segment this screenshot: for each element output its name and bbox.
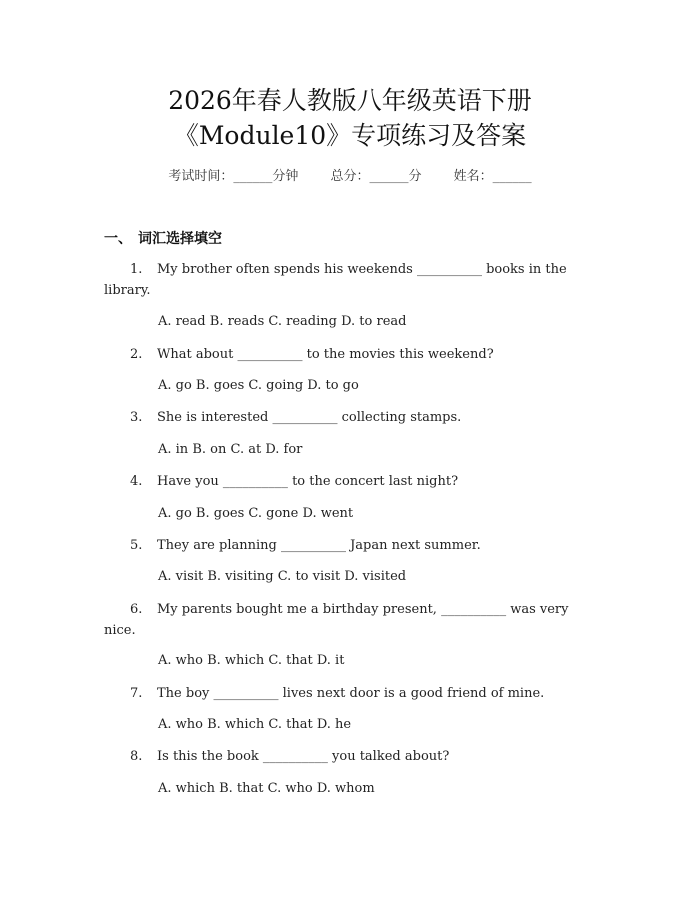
section-heading (104, 229, 222, 249)
question-2 (104, 344, 572, 365)
question-3-options: A. in B. on C. at D. for (158, 442, 303, 457)
question-number: 7. (130, 686, 143, 701)
section-number: 一、 (104, 231, 132, 247)
question-6 (104, 599, 572, 641)
question-4 (104, 471, 572, 492)
exam-meta (0, 168, 700, 186)
exam-time: 考试时间：______分钟 (168, 169, 299, 184)
question-number: 8. (130, 749, 143, 764)
question-text: My parents bought me a birthday present, __________ was very nice. (104, 602, 569, 638)
question-number: 3. (130, 410, 143, 425)
question-2-options: A. go B. goes C. going D. to go (158, 378, 359, 393)
question-4-options: A. go B. goes C. gone D. went (158, 506, 354, 521)
question-3 (104, 407, 572, 428)
document-title-line1: 2026年春人教版八年级英语下册 (168, 86, 532, 115)
exam-name: 姓名：______ (453, 169, 532, 184)
question-text: Have you __________ to the concert last night? (157, 474, 459, 489)
question-7-options: A. who B. which C. that D. he (158, 717, 352, 732)
question-8 (104, 746, 572, 767)
question-8-options: A. which B. that C. who D. whom (158, 781, 375, 796)
question-number: 6. (130, 602, 143, 617)
question-number: 5. (130, 538, 143, 553)
question-5-options: A. visit B. visiting C. to visit D. visited (158, 569, 407, 584)
question-5 (104, 535, 572, 556)
document-title-line2: 《Module10》专项练习及答案 (173, 121, 527, 150)
question-1-options: A. read B. reads C. reading D. to read (158, 314, 407, 329)
question-text: Is this the book __________ you talked about? (157, 749, 450, 764)
question-1 (104, 259, 572, 301)
question-number: 1. (130, 262, 143, 277)
exam-score: 总分：______分 (330, 169, 422, 184)
question-text: The boy __________ lives next door is a good friend of mine. (157, 686, 545, 701)
question-6-options: A. who B. which C. that D. it (158, 653, 345, 668)
question-number: 2. (130, 347, 143, 362)
section-title: 词汇选择填空 (138, 231, 222, 247)
question-7 (104, 683, 572, 704)
question-text: She is interested __________ collecting stamps. (157, 410, 462, 425)
question-number: 4. (130, 474, 143, 489)
question-text: What about __________ to the movies this weekend? (157, 347, 494, 362)
question-text: They are planning __________ Japan next summer. (157, 538, 481, 553)
question-text: My brother often spends his weekends __________ books in the library. (104, 262, 567, 298)
